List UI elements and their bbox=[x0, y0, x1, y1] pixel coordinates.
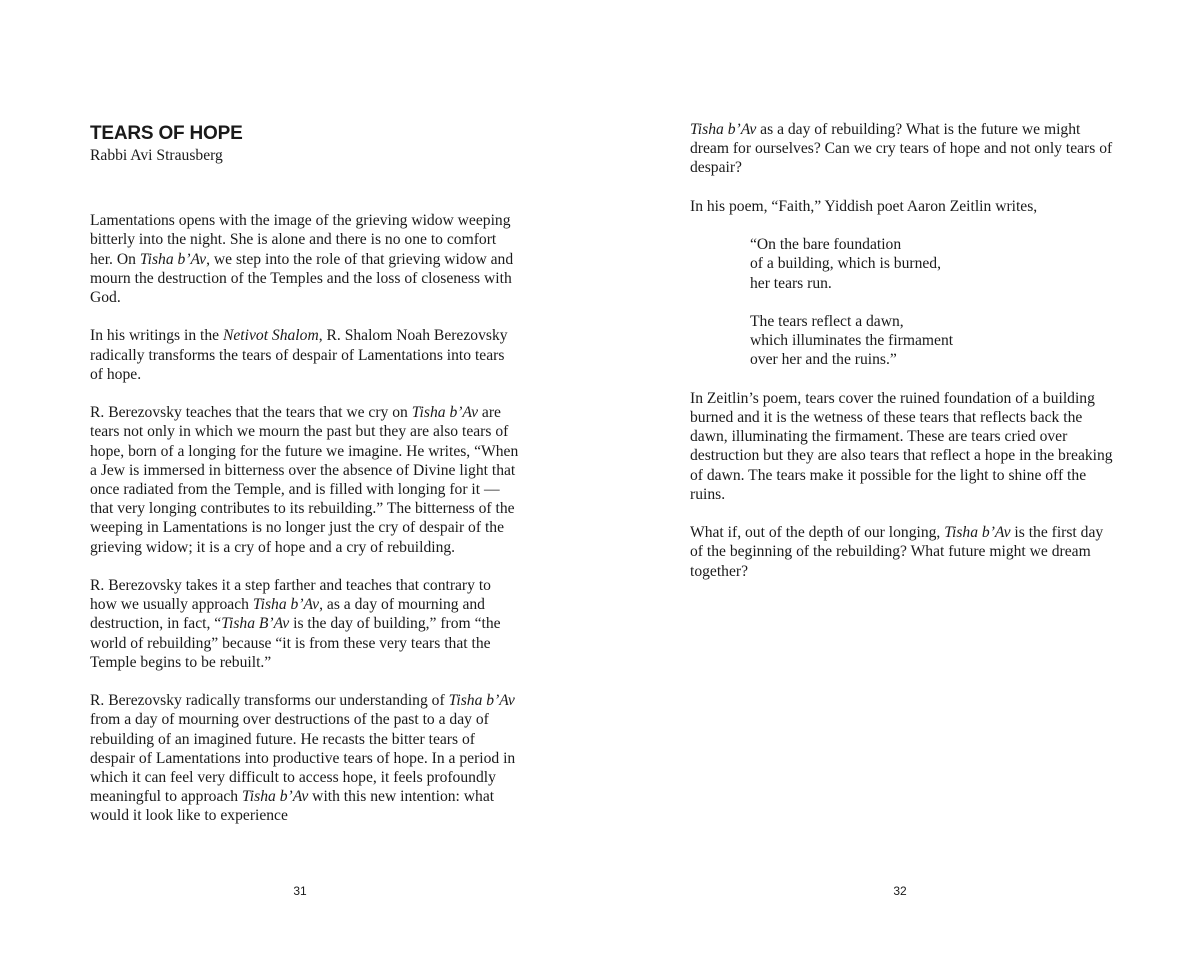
poem-stanza-2 bbox=[750, 312, 1120, 370]
poem-stanza-1 bbox=[750, 235, 1120, 293]
paragraph-4: R. Berezovsky takes it a step farther and teaches that contrary to how we usually approach Tisha b’Av, as a day of mourning and destruction, in fact, “Tisha B’Av is the day of building,” from “the world of rebuilding” because “it is from these very tears that the Temple begins to be rebuilt.” bbox=[90, 577, 501, 671]
article-title: TEARS OF HOPE bbox=[90, 123, 243, 144]
paragraph-6: Tisha b’Av as a day of rebuilding? What is the future we might dream for ourselves? Can we cry tears of hope and not only tears of despair? bbox=[690, 121, 1113, 177]
article-author: Rabbi Avi Strausberg bbox=[90, 147, 223, 164]
page-number-right: 32 bbox=[893, 884, 907, 898]
paragraph-1: Lamentations opens with the image of the grieving widow weeping bitterly into the night. She is alone and there is no one to comfort her. On Tisha b’Av, we step into the role of that grieving widow and mourn the destruction of the Temples and the loss of closeness with God. bbox=[90, 212, 514, 307]
poem-line: over her and the ruins.” bbox=[750, 351, 897, 369]
poem-line: “On the bare foundation bbox=[750, 236, 902, 254]
right-column bbox=[690, 120, 1120, 600]
poem-line: The tears reflect a dawn, bbox=[750, 312, 904, 330]
paragraph-9: What if, out of the depth of our longing, Tisha b’Av is the first day of the beginning of the rebuilding? What future might we dream together? bbox=[690, 524, 1104, 580]
paragraph-8: In Zeitlin’s poem, tears cover the ruined foundation of a building burned and it is the wetness of these tears that reflects back the dawn, illuminating the firmament. These are tears cried over destruction but they are also tears that reflect a hope in the breaking of dawn. The tears make it possible for the light to shine off the ruins. bbox=[690, 389, 1113, 503]
right-page bbox=[600, 0, 1200, 960]
paragraph-3: R. Berezovsky teaches that the tears that we cry on Tisha b’Av are tears not only in which we mourn the past but they are also tears of hope, born of a longing for the future we imagine. He writes, “When a Jew is immersed in bitterness over the absence of Divine light that once radiated from the Temple, and is filled with longing for it — that very longing contributes to its rebuilding.” The bitterness of the weeping in Lamentations is no longer just the cry of despair of the grieving widow; it is a cry of hope and a cry of rebuilding. bbox=[90, 404, 519, 556]
paragraph-2: In his writings in the Netivot Shalom, R. Shalom Noah Berezovsky radically transforms the tears of despair of Lamentations into tears of hope. bbox=[90, 327, 508, 383]
paragraph-5: R. Berezovsky radically transforms our understanding of Tisha b’Av from a day of mourning over destructions of the past to a day of rebuilding of an imagined future. He recasts the bitter tears of despair of Lamentations into productive tears of hope. In a period in which it can feel very difficult to access hope, it feels profoundly meaningful to approach Tisha b’Av with this new intention: what would it look like to experience bbox=[90, 692, 516, 825]
page-number-left: 31 bbox=[293, 884, 307, 898]
paragraph-7: In his poem, “Faith,” Yiddish poet Aaron Zeitlin writes, bbox=[690, 197, 1038, 215]
poem-line: her tears run. bbox=[750, 274, 832, 292]
poem-line: which illuminates the firmament bbox=[750, 332, 954, 350]
poem-line: of a building, which is burned, bbox=[750, 255, 941, 273]
left-column bbox=[90, 122, 520, 845]
poem-quote bbox=[750, 235, 1120, 369]
